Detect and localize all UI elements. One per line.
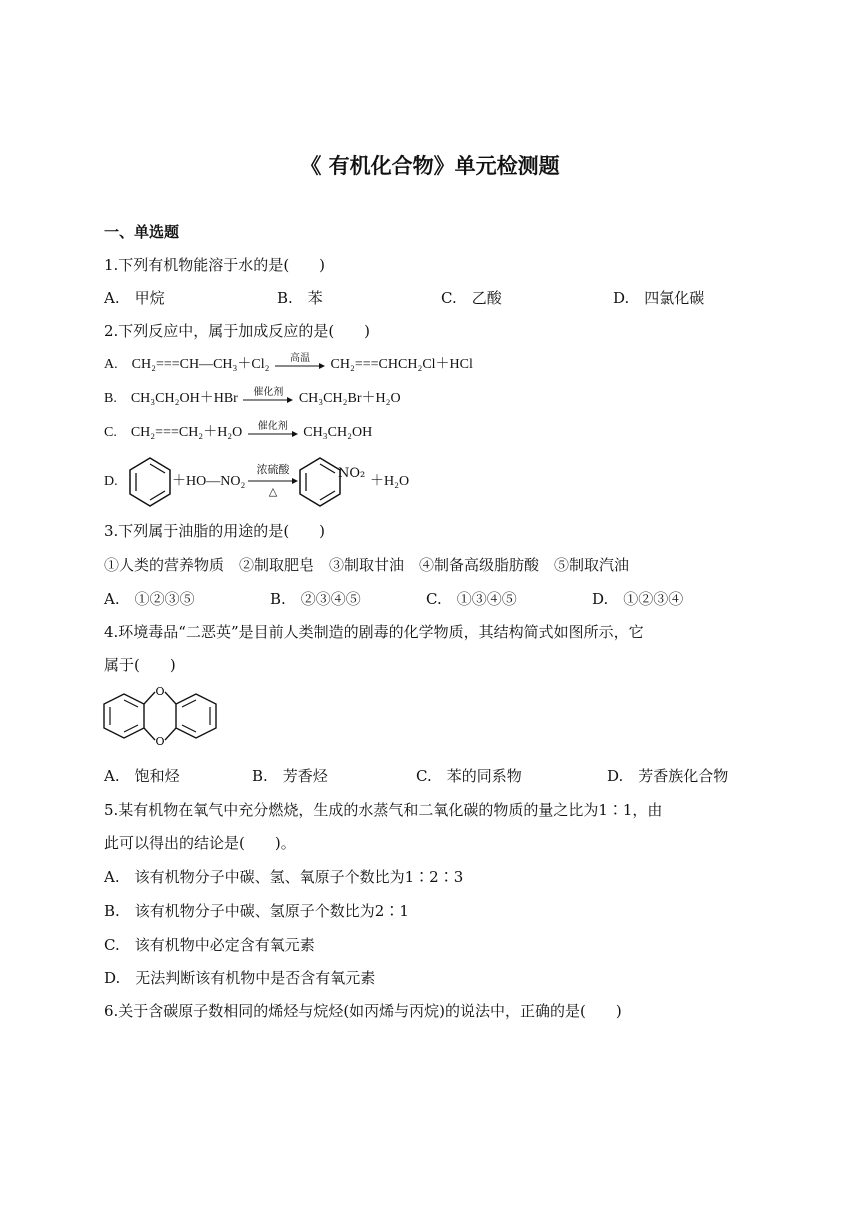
q4-option-b: B. 芳香烃 bbox=[252, 767, 328, 785]
q2-c-condition: 催化剂 bbox=[257, 421, 288, 432]
q2-d-products: ＋H₂O bbox=[370, 474, 410, 489]
q3-items: ①人类的营养物质 ②制取肥皂 ③制取甘油 ④制备高级脂肪酸 ⑤制取汽油 bbox=[104, 556, 630, 574]
reaction-arrow bbox=[248, 423, 298, 443]
reaction-arrow bbox=[275, 355, 325, 375]
q5-option-b: B. 该有机物分子中碳、氢原子个数比为2∶1 bbox=[104, 902, 409, 920]
q1-option-c: C. 乙酸 bbox=[441, 289, 502, 307]
q3-stem: 3.下列属于油脂的用途的是( ) bbox=[104, 522, 326, 540]
section-heading: 一、单选题 bbox=[104, 223, 180, 241]
q2-a-products: CH₂===CHCH₂Cl＋HCl bbox=[330, 357, 473, 373]
q1-option-b: B. 苯 bbox=[277, 289, 323, 307]
q4-option-a: A. 饱和烃 bbox=[104, 767, 180, 785]
q2-b-reactants: CH₃CH₂OH＋HBr bbox=[130, 391, 238, 407]
nitrobenzene-ring-icon bbox=[298, 456, 342, 508]
q2-c-products: CH₃CH₂OH bbox=[303, 425, 373, 441]
dioxin-structure-icon bbox=[100, 682, 220, 750]
q2-c-prefix: C. bbox=[104, 425, 117, 441]
q5-stem-line2: 此可以得出的结论是( )。 bbox=[104, 834, 296, 852]
oxygen-label-bottom: O bbox=[155, 735, 165, 748]
q2-d-no2-label: NO₂ bbox=[338, 466, 366, 481]
q2-stem: 2.下列反应中，属于加成反应的是( ) bbox=[104, 322, 371, 340]
q2-d-prefix: D. bbox=[104, 474, 118, 489]
q2-b-prefix: B. bbox=[104, 391, 117, 407]
q4-stem-line1: 4.环境毒品“二恶英”是目前人类制造的剧毒的化学物质，其结构简式如图所示，它 bbox=[104, 623, 644, 641]
arrow-icon bbox=[248, 431, 298, 437]
q2-b-condition: 催化剂 bbox=[253, 387, 284, 398]
q6-stem: 6.关于含碳原子数相同的烯烃与烷烃(如丙烯与丙烷)的说法中，正确的是( ) bbox=[104, 1002, 622, 1020]
q5-stem-line1: 5.某有机物在氧气中充分燃烧，生成的水蒸气和二氧化碳的物质的量之比为1∶1，由 bbox=[104, 801, 663, 819]
q2-d-condition-top: 浓硫酸 bbox=[256, 463, 290, 476]
q2-d-arrow bbox=[248, 460, 298, 500]
q2-option-a bbox=[104, 355, 473, 375]
q2-a-prefix: A. bbox=[104, 357, 118, 373]
q3-option-c: C. ①③④⑤ bbox=[426, 590, 517, 608]
benzene-ring-icon bbox=[128, 456, 172, 508]
reaction-arrow bbox=[243, 389, 293, 409]
oxygen-label-top: O bbox=[155, 685, 165, 698]
q4-option-c: C. 苯的同系物 bbox=[416, 767, 522, 785]
q5-option-d: D. 无法判断该有机物中是否含有氧元素 bbox=[104, 969, 376, 987]
q1-stem: 1.下列有机物能溶于水的是( ) bbox=[104, 256, 326, 274]
q1-option-a: A. 甲烷 bbox=[104, 289, 165, 307]
page-title: 《 有机化合物》单元检测题 bbox=[300, 154, 560, 178]
q2-c-reactants: CH₂===CH₂＋H₂O bbox=[130, 425, 243, 441]
q4-option-d: D. 芳香族化合物 bbox=[607, 767, 729, 785]
q2-b-products: CH₃CH₂Br＋H₂O bbox=[298, 391, 401, 407]
q2-a-reactants: CH₂===CH—CH₃＋Cl₂ bbox=[131, 357, 270, 373]
q2-option-b bbox=[104, 389, 401, 409]
arrow-icon bbox=[275, 363, 325, 369]
q3-option-d: D. ①②③④ bbox=[592, 590, 684, 608]
q2-option-d bbox=[104, 472, 118, 492]
q2-a-condition: 高温 bbox=[290, 353, 311, 364]
q3-option-b: B. ②③④⑤ bbox=[270, 590, 361, 608]
q3-option-a: A. ①②③⑤ bbox=[104, 590, 195, 608]
q5-option-c: C. 该有机物中必定含有氧元素 bbox=[104, 936, 315, 954]
q2-option-c bbox=[104, 423, 372, 443]
q4-stem-line2: 属于( ) bbox=[104, 656, 176, 674]
q2-d-condition-bottom: △ bbox=[268, 485, 278, 498]
q2-d-reagent: ＋HO—NO₂ bbox=[172, 474, 246, 489]
q5-option-a: A. 该有机物分子中碳、氢、氧原子个数比为1∶2∶3 bbox=[104, 868, 464, 886]
q1-option-d: D. 四氯化碳 bbox=[613, 289, 705, 307]
arrow-icon bbox=[243, 397, 293, 403]
